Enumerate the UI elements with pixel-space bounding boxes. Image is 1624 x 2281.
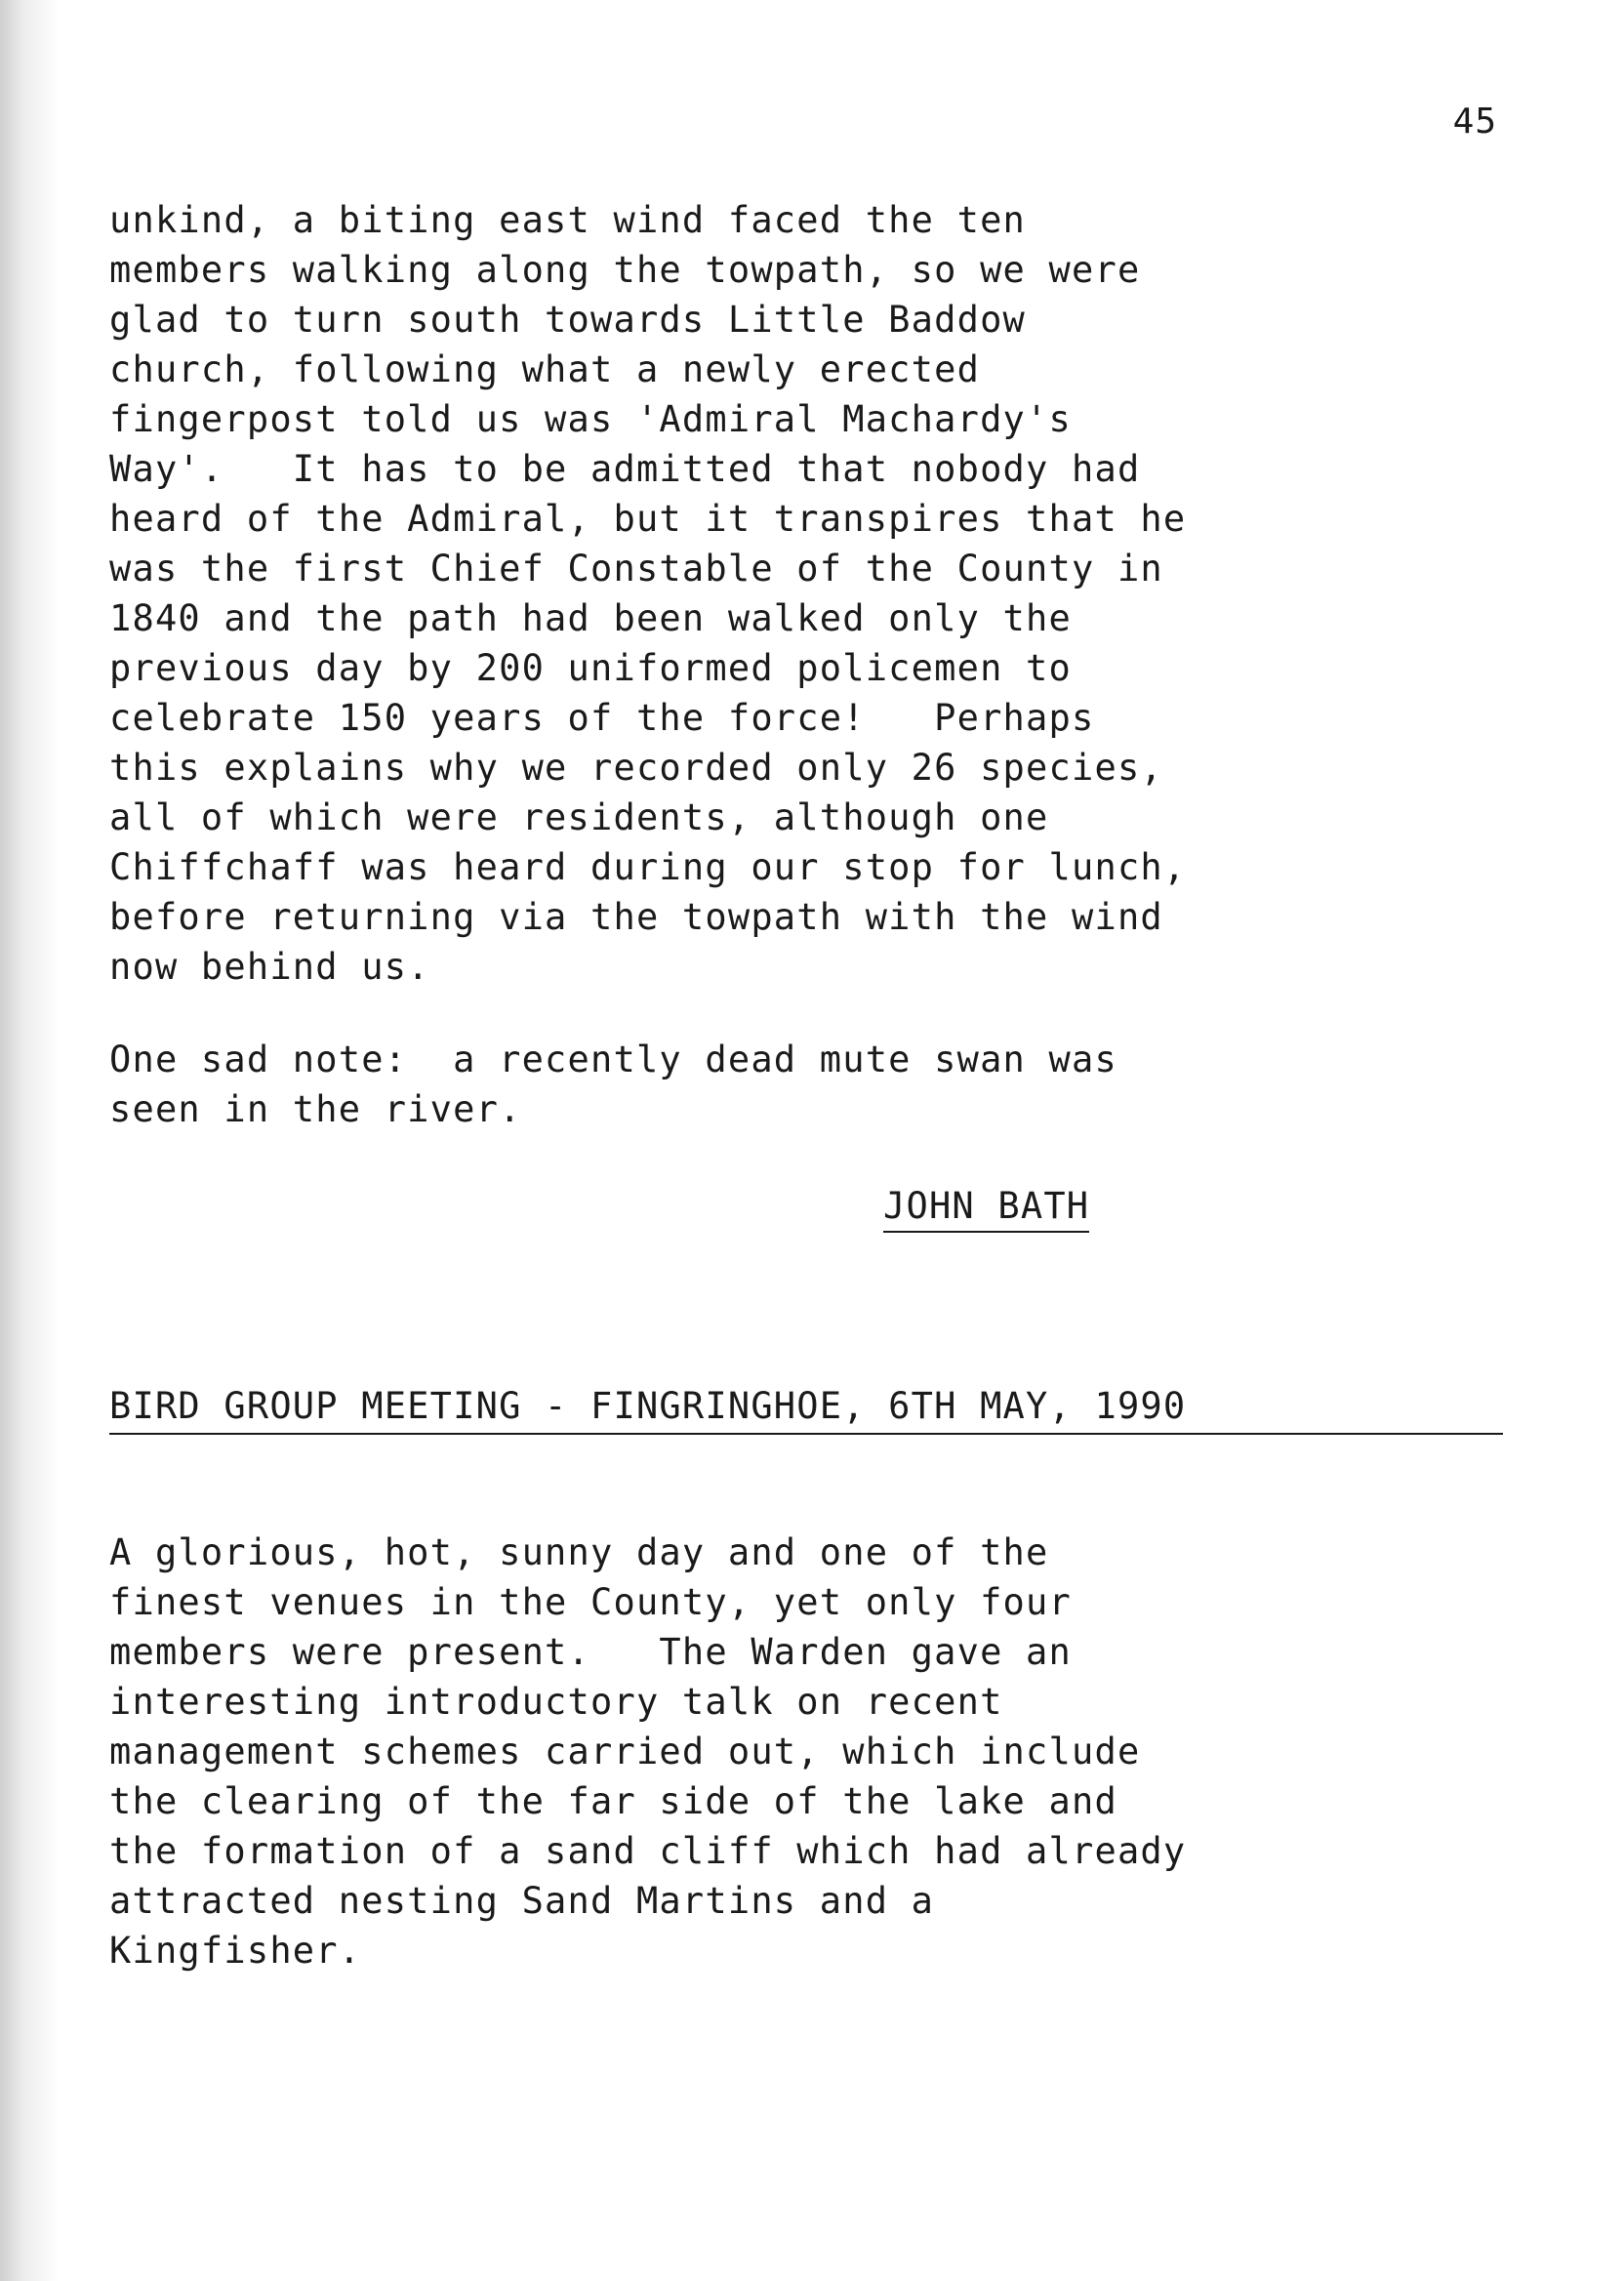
text-line: members were present. The Warden gave an xyxy=(109,1631,1072,1673)
text-line: now behind us. xyxy=(109,946,430,988)
text-line: all of which were residents, although one xyxy=(109,796,1049,838)
text-line: fingerpost told us was 'Admiral Machardy's xyxy=(109,398,1072,440)
text-line: attracted nesting Sand Martins and a xyxy=(109,1880,935,1922)
paragraph-3 xyxy=(109,1527,1534,1976)
text-line: members walking along the towpath, so we were xyxy=(109,249,1141,291)
text-line: this explains why we recorded only 26 species, xyxy=(109,747,1163,789)
text-line: interesting introductory talk on recent xyxy=(109,1681,1003,1723)
text-line: seen in the river. xyxy=(109,1088,522,1130)
text-line: previous day by 200 uniformed policemen to xyxy=(109,647,1072,689)
text-line: One sad note: a recently dead mute swan was xyxy=(109,1039,1117,1080)
text-line: before returning via the towpath with the wind xyxy=(109,896,1163,938)
text-line: unkind, a biting east wind faced the ten xyxy=(109,199,1027,241)
text-line: finest venues in the County, yet only four xyxy=(109,1581,1072,1623)
text-line: celebrate 150 years of the force! Perhaps xyxy=(109,697,1095,739)
text-line: the formation of a sand cliff which had already xyxy=(109,1830,1187,1872)
text-line: glad to turn south towards Little Baddow xyxy=(109,299,1027,341)
section-heading: BIRD GROUP MEETING - FINGRINGHOE, 6TH MAY, 1990 xyxy=(109,1384,1503,1435)
author-signature: JOHN BATH xyxy=(883,1184,1089,1233)
text-line: the clearing of the far side of the lake and xyxy=(109,1780,1117,1822)
scan-edge-shadow xyxy=(0,0,59,2281)
text-line: Way'. It has to be admitted that nobody had xyxy=(109,448,1141,490)
paragraph-2 xyxy=(109,1035,1534,1134)
page-number: 45 xyxy=(1452,102,1497,142)
text-line: Kingfisher. xyxy=(109,1930,362,1972)
text-line: was the first Chief Constable of the County in xyxy=(109,548,1163,590)
text-line: management schemes carried out, which include xyxy=(109,1731,1141,1772)
text-line: Chiffchaff was heard during our stop for lunch, xyxy=(109,846,1187,888)
paragraph-1 xyxy=(109,195,1534,992)
text-line: 1840 and the path had been walked only the xyxy=(109,597,1072,639)
text-line: A glorious, hot, sunny day and one of the xyxy=(109,1531,1049,1573)
text-line: church, following what a newly erected xyxy=(109,348,981,390)
text-line: heard of the Admiral, but it transpires that he xyxy=(109,498,1187,540)
